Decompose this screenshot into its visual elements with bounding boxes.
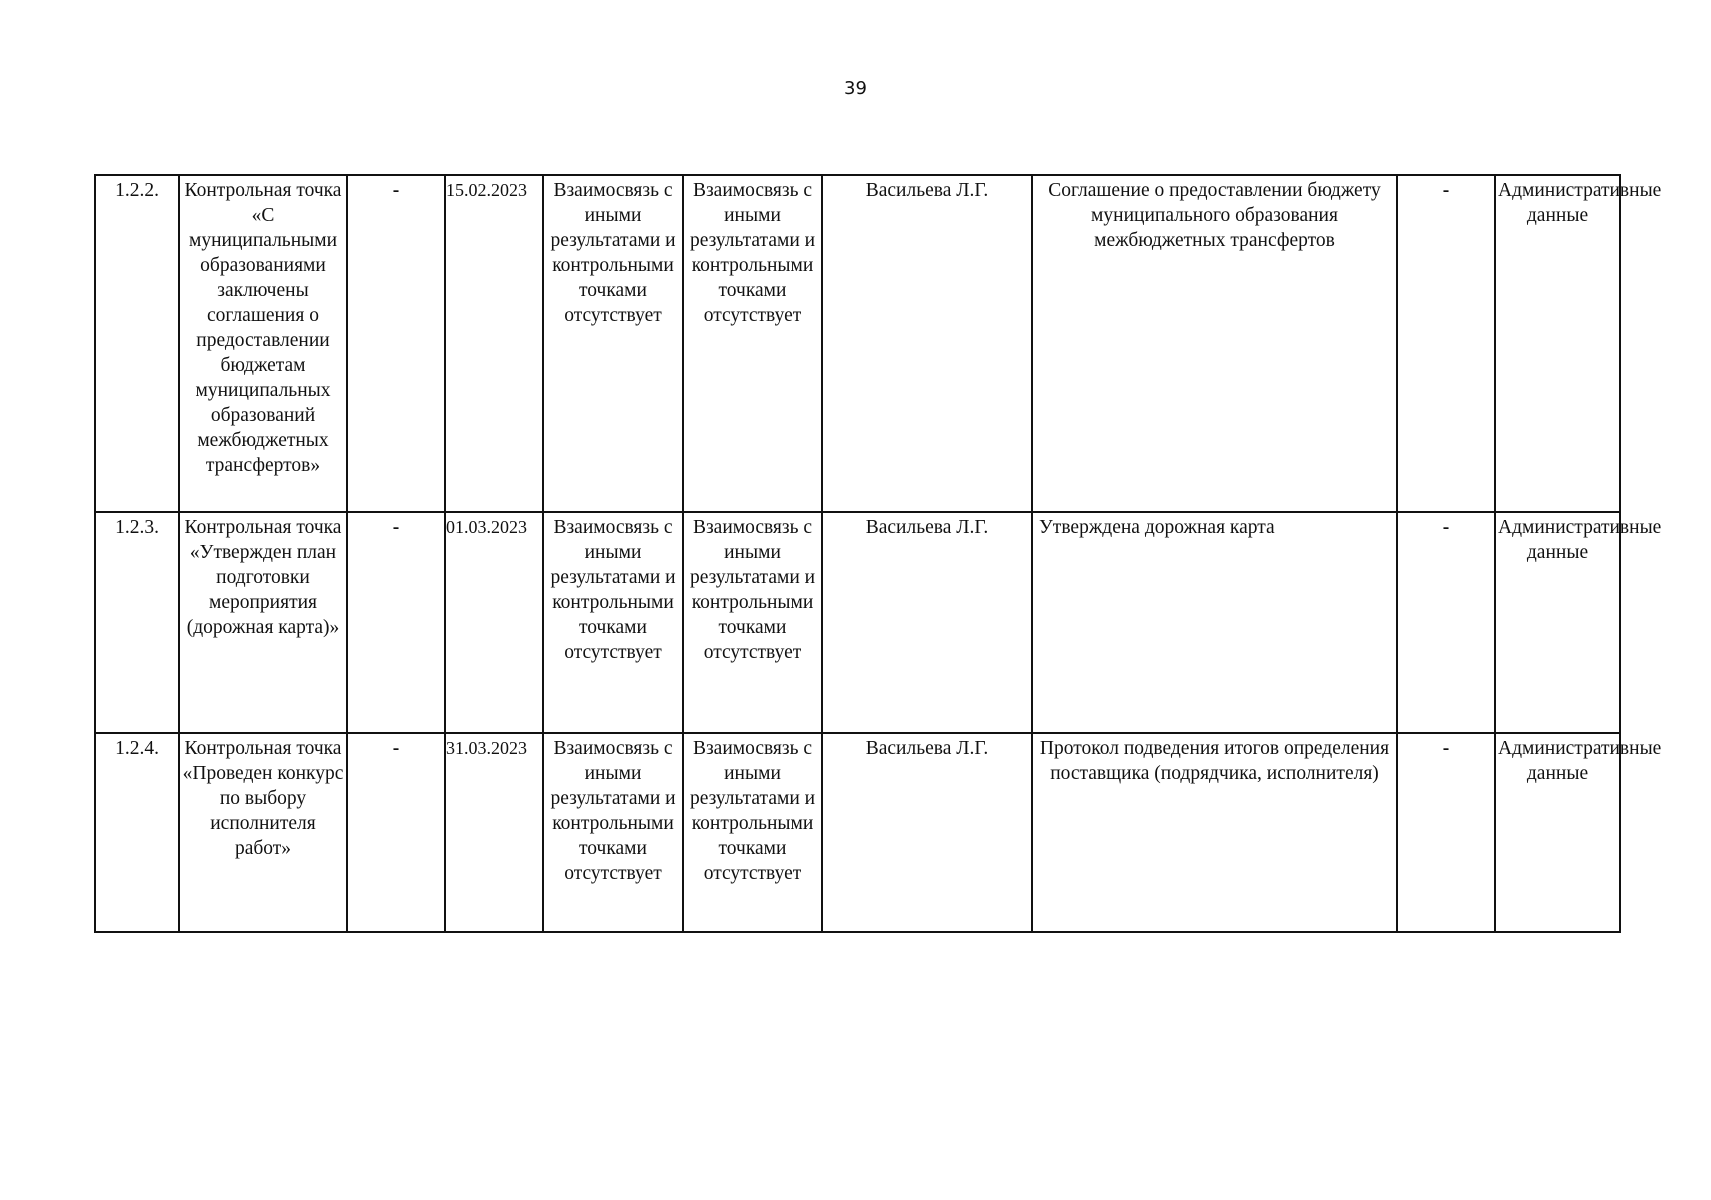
previous-value: - — [347, 175, 445, 512]
link-predecessors: Взаимосвязь с иными результатами и контрольными точками отсутствует — [543, 512, 683, 733]
link-successors: Взаимосвязь с иными результатами и контрольными точками отсутствует — [683, 733, 822, 932]
responsible-person: Васильева Л.Г. — [822, 733, 1032, 932]
table-row — [95, 733, 1620, 932]
data-source: Административные данные — [1495, 733, 1620, 932]
data-source: Административные данные — [1495, 175, 1620, 512]
previous-value: - — [347, 733, 445, 932]
information-system: - — [1397, 512, 1495, 733]
due-date: 01.03.2023 — [445, 512, 543, 733]
responsible-person: Васильева Л.Г. — [822, 512, 1032, 733]
page-number: 39 — [844, 78, 867, 99]
link-successors: Взаимосвязь с иными результатами и контрольными точками отсутствует — [683, 175, 822, 512]
data-source: Административные данные — [1495, 512, 1620, 733]
row-number: 1.2.2. — [95, 175, 179, 512]
responsible-person: Васильева Л.Г. — [822, 175, 1032, 512]
control-point-name: Контрольная точка «С муниципальными образованиями заключены соглашения о предоставлении бюджетам муниципальных образований межбюджетных трансфертов» — [179, 175, 347, 512]
row-number: 1.2.3. — [95, 512, 179, 733]
confirming-document: Протокол подведения итогов определения поставщика (подрядчика, исполнителя) — [1032, 733, 1397, 932]
confirming-document: Утверждена дорожная карта — [1032, 512, 1397, 733]
due-date: 15.02.2023 — [445, 175, 543, 512]
previous-value: - — [347, 512, 445, 733]
information-system: - — [1397, 175, 1495, 512]
information-system: - — [1397, 733, 1495, 932]
control-point-name: Контрольная точка «Утвержден план подготовки мероприятия (дорожная карта)» — [179, 512, 347, 733]
link-successors: Взаимосвязь с иными результатами и контрольными точками отсутствует — [683, 512, 822, 733]
table-row — [95, 175, 1620, 512]
control-points-table — [94, 174, 1662, 933]
due-date: 31.03.2023 — [445, 733, 543, 932]
confirming-document: Соглашение о предоставлении бюджету муниципального образования межбюджетных трансфертов — [1032, 175, 1397, 512]
row-number: 1.2.4. — [95, 733, 179, 932]
control-point-name: Контрольная точка «Проведен конкурс по выбору исполнителя работ» — [179, 733, 347, 932]
link-predecessors: Взаимосвязь с иными результатами и контрольными точками отсутствует — [543, 733, 683, 932]
table-row — [95, 512, 1620, 733]
link-predecessors: Взаимосвязь с иными результатами и контрольными точками отсутствует — [543, 175, 683, 512]
